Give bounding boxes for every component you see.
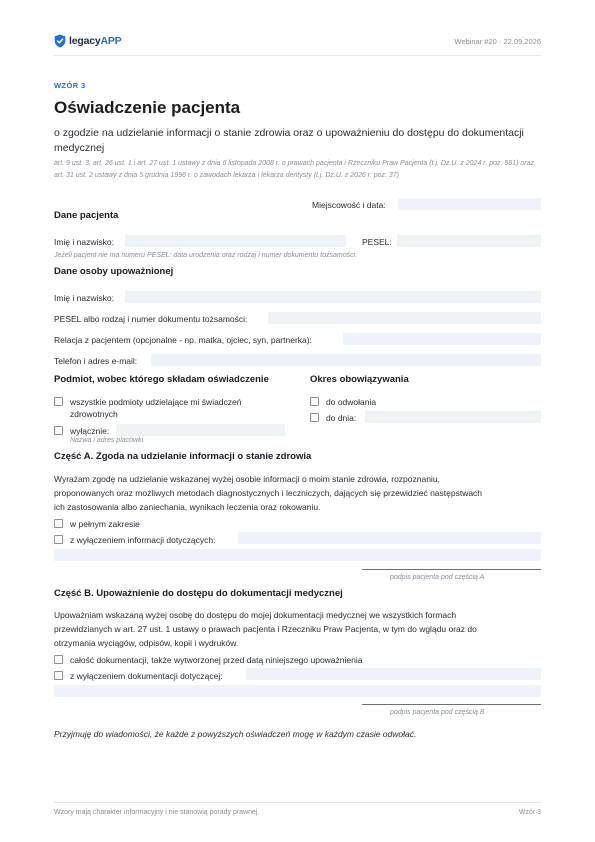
authorized-contact-field[interactable] — [151, 354, 541, 366]
part-a-text-line1: Wyrażam zgodę na udzielanie wskazanej wyżej osobie informacji o moim stanie zdrowia, rozpoznaniu, — [54, 474, 440, 484]
webinar-info: Webinar #20 · 22.09.2026 — [454, 37, 541, 46]
acknowledgement: Przyjmuję do wiadomości, że każde z powyższych oświadczeń mogę w każdym czasie odwołać. — [54, 729, 417, 739]
part-b-text-line1: Upoważniam wskazaną wyżej osobę do dostępu do mojej dokumentacji medycznej we wszystkich formach — [54, 610, 457, 620]
option-info-except-label: z wyłączeniem informacji dotyczących: — [70, 535, 216, 545]
page-subtitle: o zgodzie na udzielanie informacji o stanie zdrowia oraz o upoważnieniu do dostępu do dokumentacji medycznej — [54, 127, 524, 154]
checkbox-until-revoked[interactable] — [310, 397, 319, 406]
authorized-contact-label: Telefon i adres e-mail: — [54, 356, 138, 366]
checkbox-full-scope[interactable] — [54, 519, 63, 528]
authorized-name-label: Imię i nazwisko: — [54, 293, 114, 303]
option-all-documentation: całość dokumentacji, także wytworzonej przed datą niniejszego upoważnienia — [70, 655, 363, 665]
authorized-name-field[interactable] — [125, 291, 541, 303]
part-a-text-line3: ich zastosowania albo zaniechania, wynikach leczenia oraz rokowaniu. — [54, 502, 321, 512]
part-b-text-line3: otrzymania wyciągów, odpisów, kopii i wydruków. — [54, 638, 239, 648]
checkbox-only-provider[interactable] — [54, 426, 63, 435]
patient-pesel-label: PESEL: — [362, 237, 392, 247]
authorized-heading: Dane osoby upoważnionej — [54, 266, 174, 277]
authorized-relation-label: Relacja z pacjentem (opcjonalne - np. matka, ojciec, syn, partnerka): — [54, 335, 312, 345]
checkbox-all-documentation[interactable] — [54, 655, 63, 664]
option-documentation-except-label: z wyłączeniem dokumentacji dotyczącej: — [70, 671, 223, 681]
part-b-text-line2: przewidzianych w art. 27 ust. 1 ustawy o prawach pacjenta i Rzeczniku Praw Pacjenta, w tym do wglądu oraz do — [54, 624, 477, 634]
checkbox-info-except[interactable] — [54, 535, 63, 544]
footer-divider — [54, 802, 541, 803]
part-a-text-line2: proponowanych oraz możliwych metodach diagnostycznych i leczniczych, dających się przewidzieć następstwach — [54, 488, 483, 498]
authorized-pesel-label: PESEL albo rodzaj i numer dokumentu tożsamości: — [54, 314, 248, 324]
header-divider — [54, 55, 541, 56]
brand-logo — [54, 34, 122, 48]
option-until-revoked: do odwołania — [326, 397, 377, 407]
authorized-relation-field[interactable] — [343, 333, 541, 345]
place-date-field[interactable] — [398, 198, 541, 210]
provider-hint: Nazwa i adres placówki. — [70, 437, 146, 444]
subject-heading: Podmiot, wobec którego składam oświadczenie — [54, 374, 269, 385]
footer-disclaimer: Wzory mają charakter informacyjny i nie stanowią porady prawnej. — [54, 809, 260, 816]
patient-pesel-field[interactable] — [397, 235, 541, 247]
signature-line-b[interactable] — [362, 704, 541, 705]
part-a-heading: Część A. Zgoda na udzielanie informacji o stanie zdrowia — [54, 451, 312, 462]
place-date-label: Miejscowość i data: — [312, 200, 386, 210]
patient-name-label: Imię i nazwisko: — [54, 237, 114, 247]
option-full-scope: w pełnym zakresie — [70, 519, 140, 529]
checkbox-until-date[interactable] — [310, 413, 319, 422]
option-only-provider-label: wyłącznie: — [70, 426, 110, 436]
checkbox-documentation-except[interactable] — [54, 671, 63, 680]
option-all-providers-line1: wszystkie podmioty udzielające mi świadczeń — [70, 397, 242, 407]
signature-b-label: podpis pacjenta pod częścią B — [390, 709, 485, 716]
checkbox-all-providers[interactable] — [54, 397, 63, 406]
documentation-except-field-1[interactable] — [246, 668, 541, 680]
signature-line-a[interactable] — [362, 569, 541, 570]
info-except-field-1[interactable] — [238, 532, 541, 544]
patient-hint: Jeżeli pacjent nie ma numeru PESEL: data urodzenia oraz rodzaj i numer dokumentu tożsamości. — [54, 252, 358, 259]
provider-name-field[interactable] — [116, 424, 285, 436]
until-date-field[interactable] — [365, 411, 541, 423]
signature-a-label: podpis pacjenta pod częścią A — [390, 574, 485, 581]
part-b-heading: Część B. Upoważnienie do dostępu do dokumentacji medycznej — [54, 588, 343, 599]
patient-name-field[interactable] — [125, 235, 346, 247]
patient-heading: Dane pacjenta — [54, 210, 119, 221]
page-title: Oświadczenie pacjenta — [54, 98, 241, 117]
brand-accent: APP — [100, 35, 122, 47]
validity-heading: Okres obowiązywania — [310, 374, 409, 385]
option-all-providers-line2: zdrowotnych — [70, 409, 118, 419]
option-until-date-label: do dnia: — [326, 413, 357, 423]
template-label: WZÓR 3 — [54, 81, 86, 90]
info-except-field-2[interactable] — [54, 549, 541, 561]
legal-basis: art. 9 ust. 3, art. 26 ust. 1 i art. 27 ust. 1 ustawy z dnia 6 listopada 2008 r. o prawach pacjenta i Rzeczniku Praw Pacjenta (t.j. Dz.U. z 2024 r. poz. 581) oraz art. 31 ust. 2 ustawy z dnia 5 grudnia 1996 r. o zawodach lekarza i lekarza dentysty (t.j. Dz.U. z 2026 r. poz. 37) — [54, 160, 534, 179]
footer-page: Wzór 3 — [518, 809, 541, 816]
authorized-pesel-field[interactable] — [268, 312, 541, 324]
brand-name — [69, 35, 122, 47]
brand-main: legacy — [69, 35, 101, 47]
documentation-except-field-2[interactable] — [54, 685, 541, 697]
shield-check-icon — [54, 34, 66, 48]
